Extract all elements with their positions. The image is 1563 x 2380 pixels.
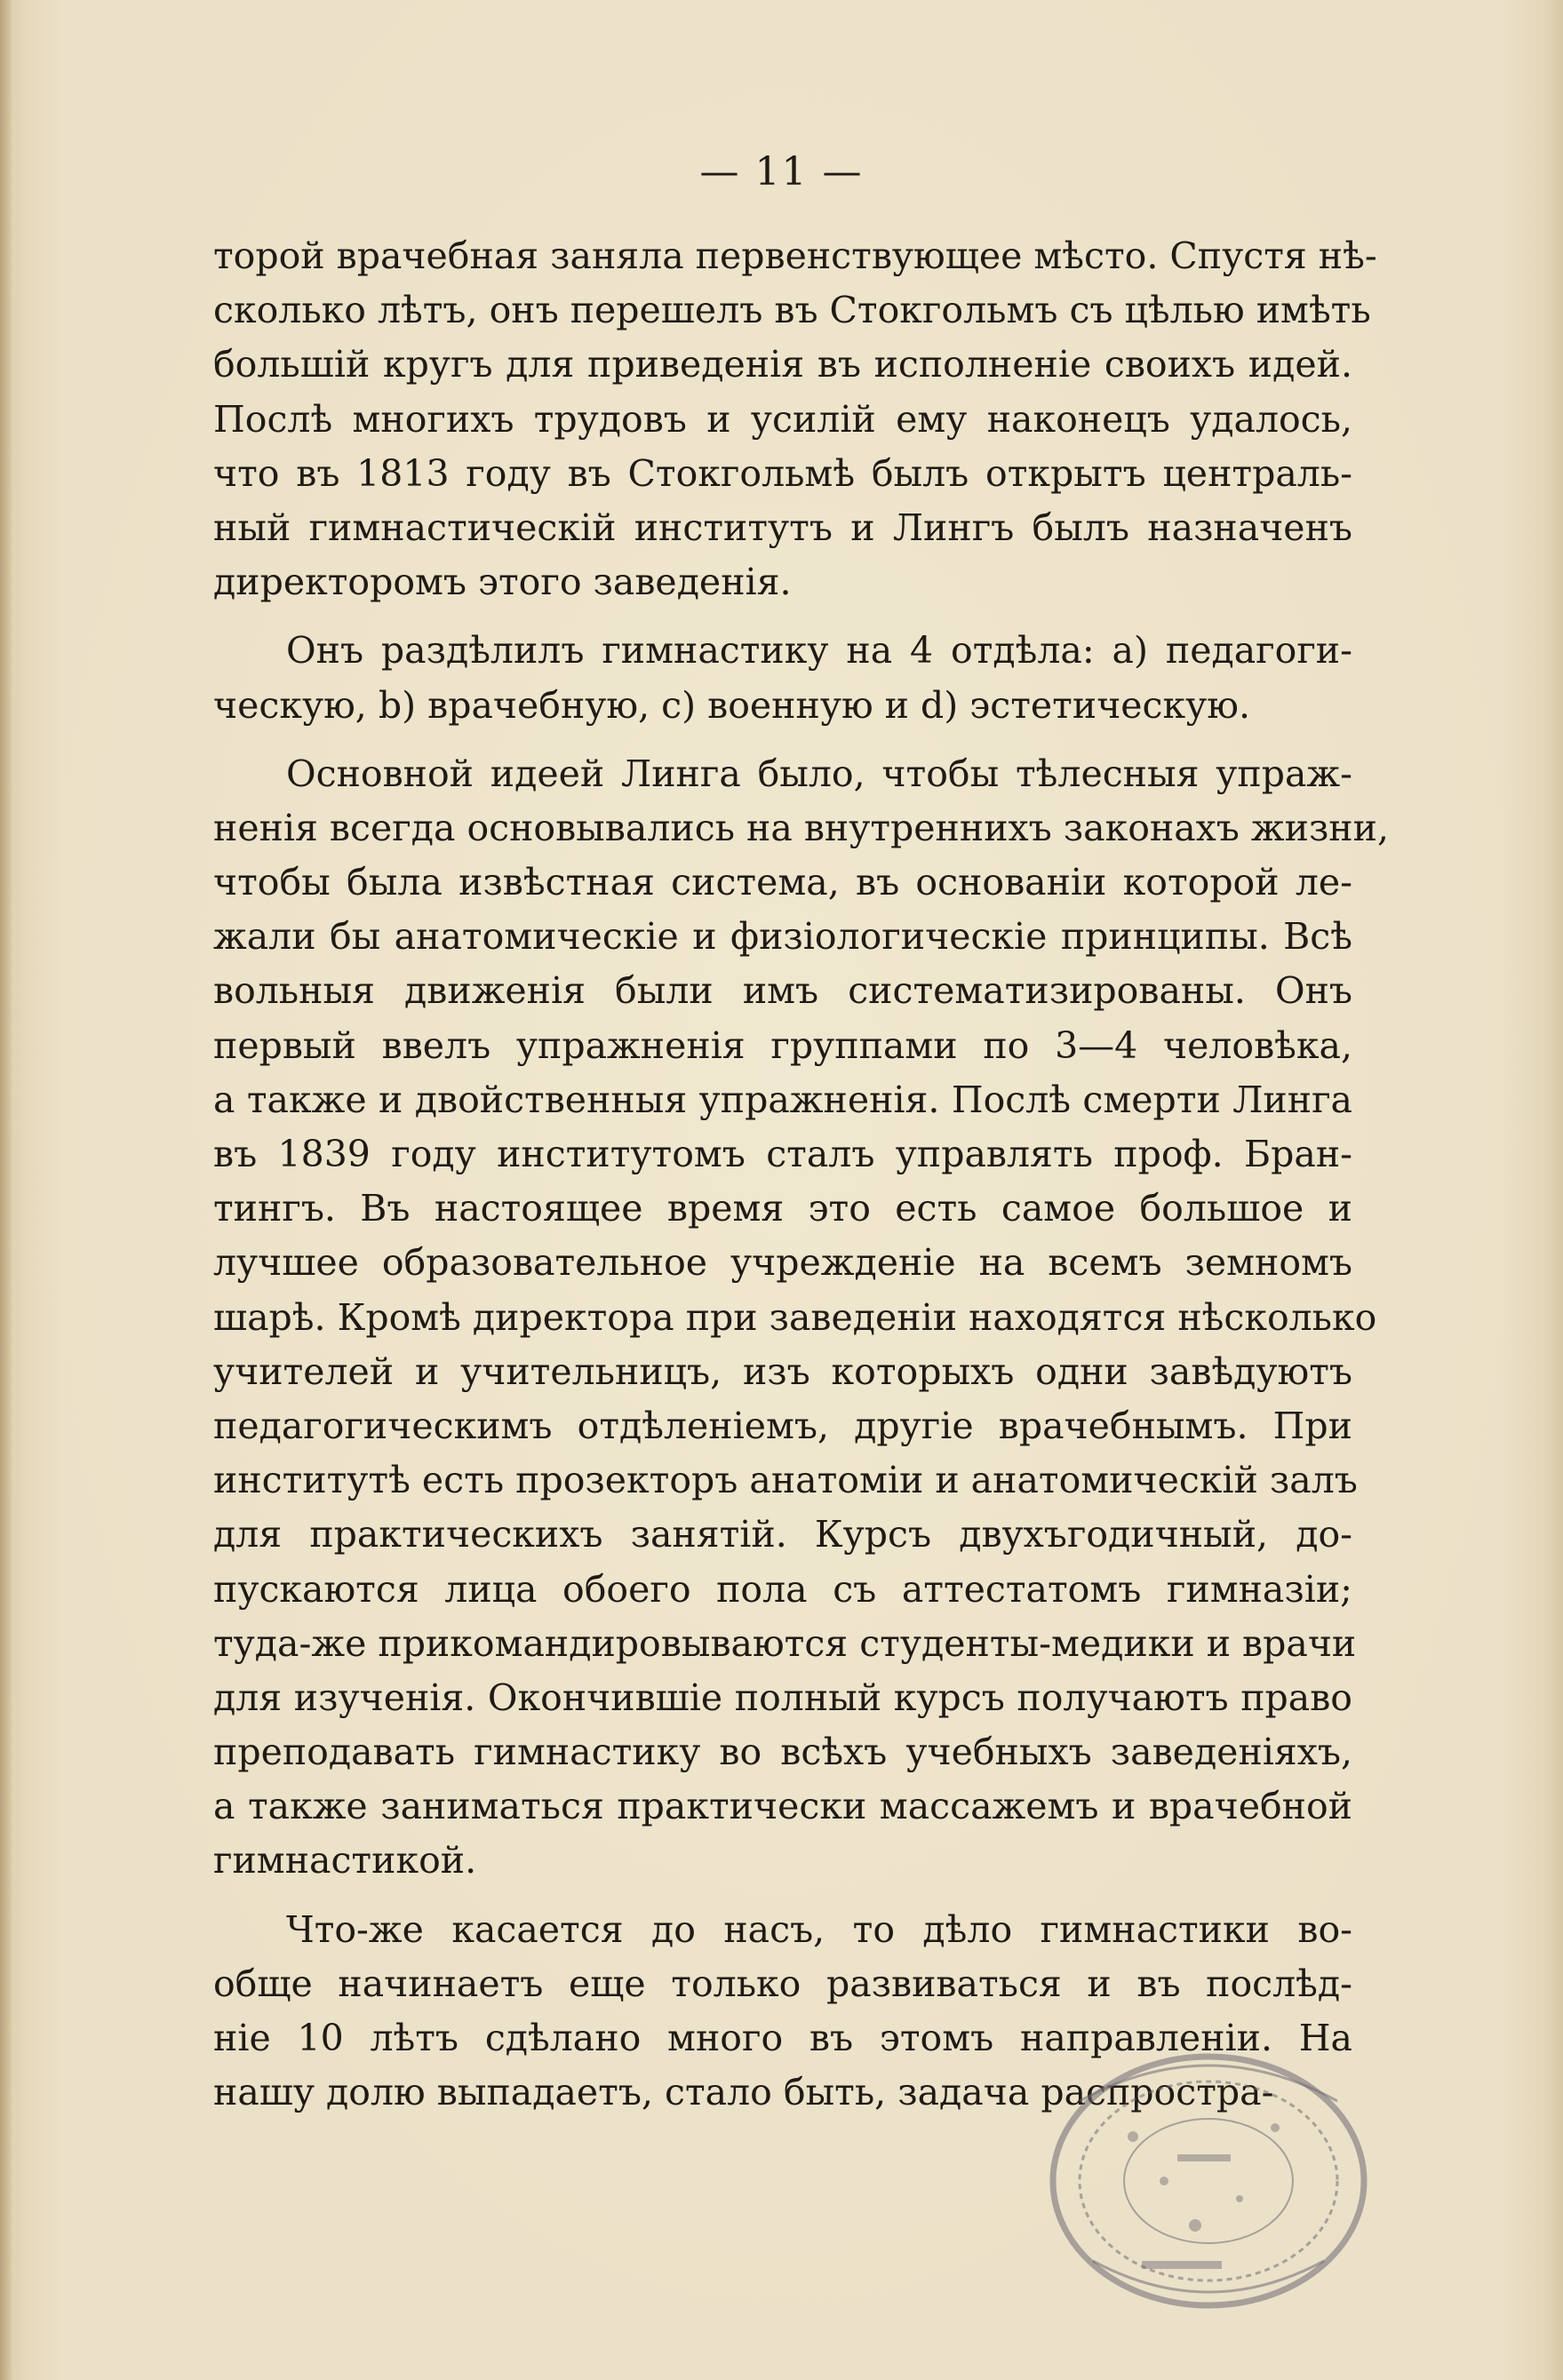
- text-line: жали бы анатомическiе и физiологическiе принципы. Всѣ: [213, 915, 1352, 959]
- text-line: Послѣ многихъ трудовъ и усилiй ему наконецъ удалось,: [213, 397, 1352, 441]
- text-line: лучшее образовательное учрежденiе на всемъ земномъ: [213, 1241, 1352, 1285]
- paragraph: [213, 624, 1352, 732]
- text-line: нiе 10 лѣтъ сдѣлано много въ этомъ направленiи. На: [213, 2017, 1352, 2059]
- body-text: [213, 229, 1389, 2120]
- text-line: большiй кругъ для приведенiя въ исполненiе своихъ идей.: [213, 343, 1352, 386]
- text-line: вольныя движенiя были имъ систематизированы. Онъ: [213, 969, 1352, 1013]
- text-line: преподавать гимнастику во всѣхъ учебныхъ заведенiяхъ,: [213, 1731, 1352, 1774]
- text-line: а также заниматься практически массажемъ и врачебной: [213, 1785, 1352, 1828]
- text-line: ческую, b) врачебную, c) военную и d) эстетическую.: [213, 683, 1250, 727]
- text-line: тингъ. Въ настоящее время это есть самое большое и: [213, 1187, 1352, 1230]
- text-line: педагогическимъ отдѣленiемъ, другiе врачебнымъ. При: [213, 1404, 1352, 1447]
- text-line: институтѣ есть прозекторъ анатомiи и анатомическiй залъ: [213, 1459, 1358, 1502]
- text-line: пускаются лица обоего пола съ аттестатомъ гимназiи;: [213, 1567, 1352, 1611]
- text-line: для изученiя. Окончившiе полный курсъ получаютъ право: [213, 1676, 1352, 1719]
- text-line: директоромъ этого заведенiя.: [213, 561, 792, 604]
- text-line: гимнастикой.: [213, 1839, 477, 1883]
- text-line: учителей и учительницъ, изъ которыхъ одни завѣдуютъ: [213, 1349, 1352, 1393]
- paragraph-gap: [213, 733, 1352, 747]
- paragraph-gap: [213, 609, 1352, 624]
- text-line: чтобы была извѣстная система, въ основанiи которой ле-: [213, 861, 1352, 904]
- text-line: торой врачебная заняла первенствующее мѣсто. Спустя нѣ-: [213, 235, 1377, 277]
- text-line: а также и двойственныя упражненiя. Послѣ смерти Линга: [213, 1078, 1352, 1121]
- text-line: въ 1839 году институтомъ сталъ управлять проф. Бран-: [213, 1133, 1352, 1175]
- text-line: туда-же прикомандировываются студенты-медики и врачи: [213, 1621, 1357, 1665]
- text-line: Основной идеей Линга было, чтобы тѣлесныя упраж-: [286, 752, 1352, 795]
- library-stamp: [1009, 1994, 1382, 2314]
- text-line: сколько лѣтъ, онъ перешелъ въ Стокгольмъ съ цѣлью имѣть: [213, 289, 1371, 332]
- text-line: Онъ раздѣлилъ гимнастику на 4 отдѣла: a) педагоги-: [286, 629, 1352, 673]
- text-line: Что-же касается до насъ, то дѣло гимнастики во-: [286, 1907, 1352, 1951]
- page-binding-edge: [0, 0, 12, 2380]
- paragraph: [213, 229, 1377, 609]
- text-line: нашу долю выпадаетъ, стало быть, задача распростра-: [213, 2071, 1274, 2114]
- paragraph-gap: [213, 1889, 1352, 1903]
- text-line: ный гимнастическiй институтъ и Лингъ былъ назначенъ: [213, 505, 1352, 549]
- text-line: ненiя всегда основывались на внутреннихъ законахъ жизни,: [213, 806, 1389, 849]
- text-line: первый ввелъ упражненiя группами по 3—4 человѣка,: [213, 1023, 1352, 1067]
- text-line: обще начинаетъ еще только развиваться и въ послѣд-: [213, 1962, 1352, 2005]
- text-line: что въ 1813 году въ Стокгольмѣ былъ открытъ централь-: [213, 451, 1352, 495]
- text-line: шарѣ. Кромѣ директора при заведенiи находятся нѣсколько: [213, 1295, 1377, 1339]
- paragraph: [213, 747, 1389, 1889]
- page-number: — 11 —: [699, 149, 864, 195]
- text-line: для практическихъ занятiй. Курсъ двухъгодичный, до-: [213, 1513, 1352, 1556]
